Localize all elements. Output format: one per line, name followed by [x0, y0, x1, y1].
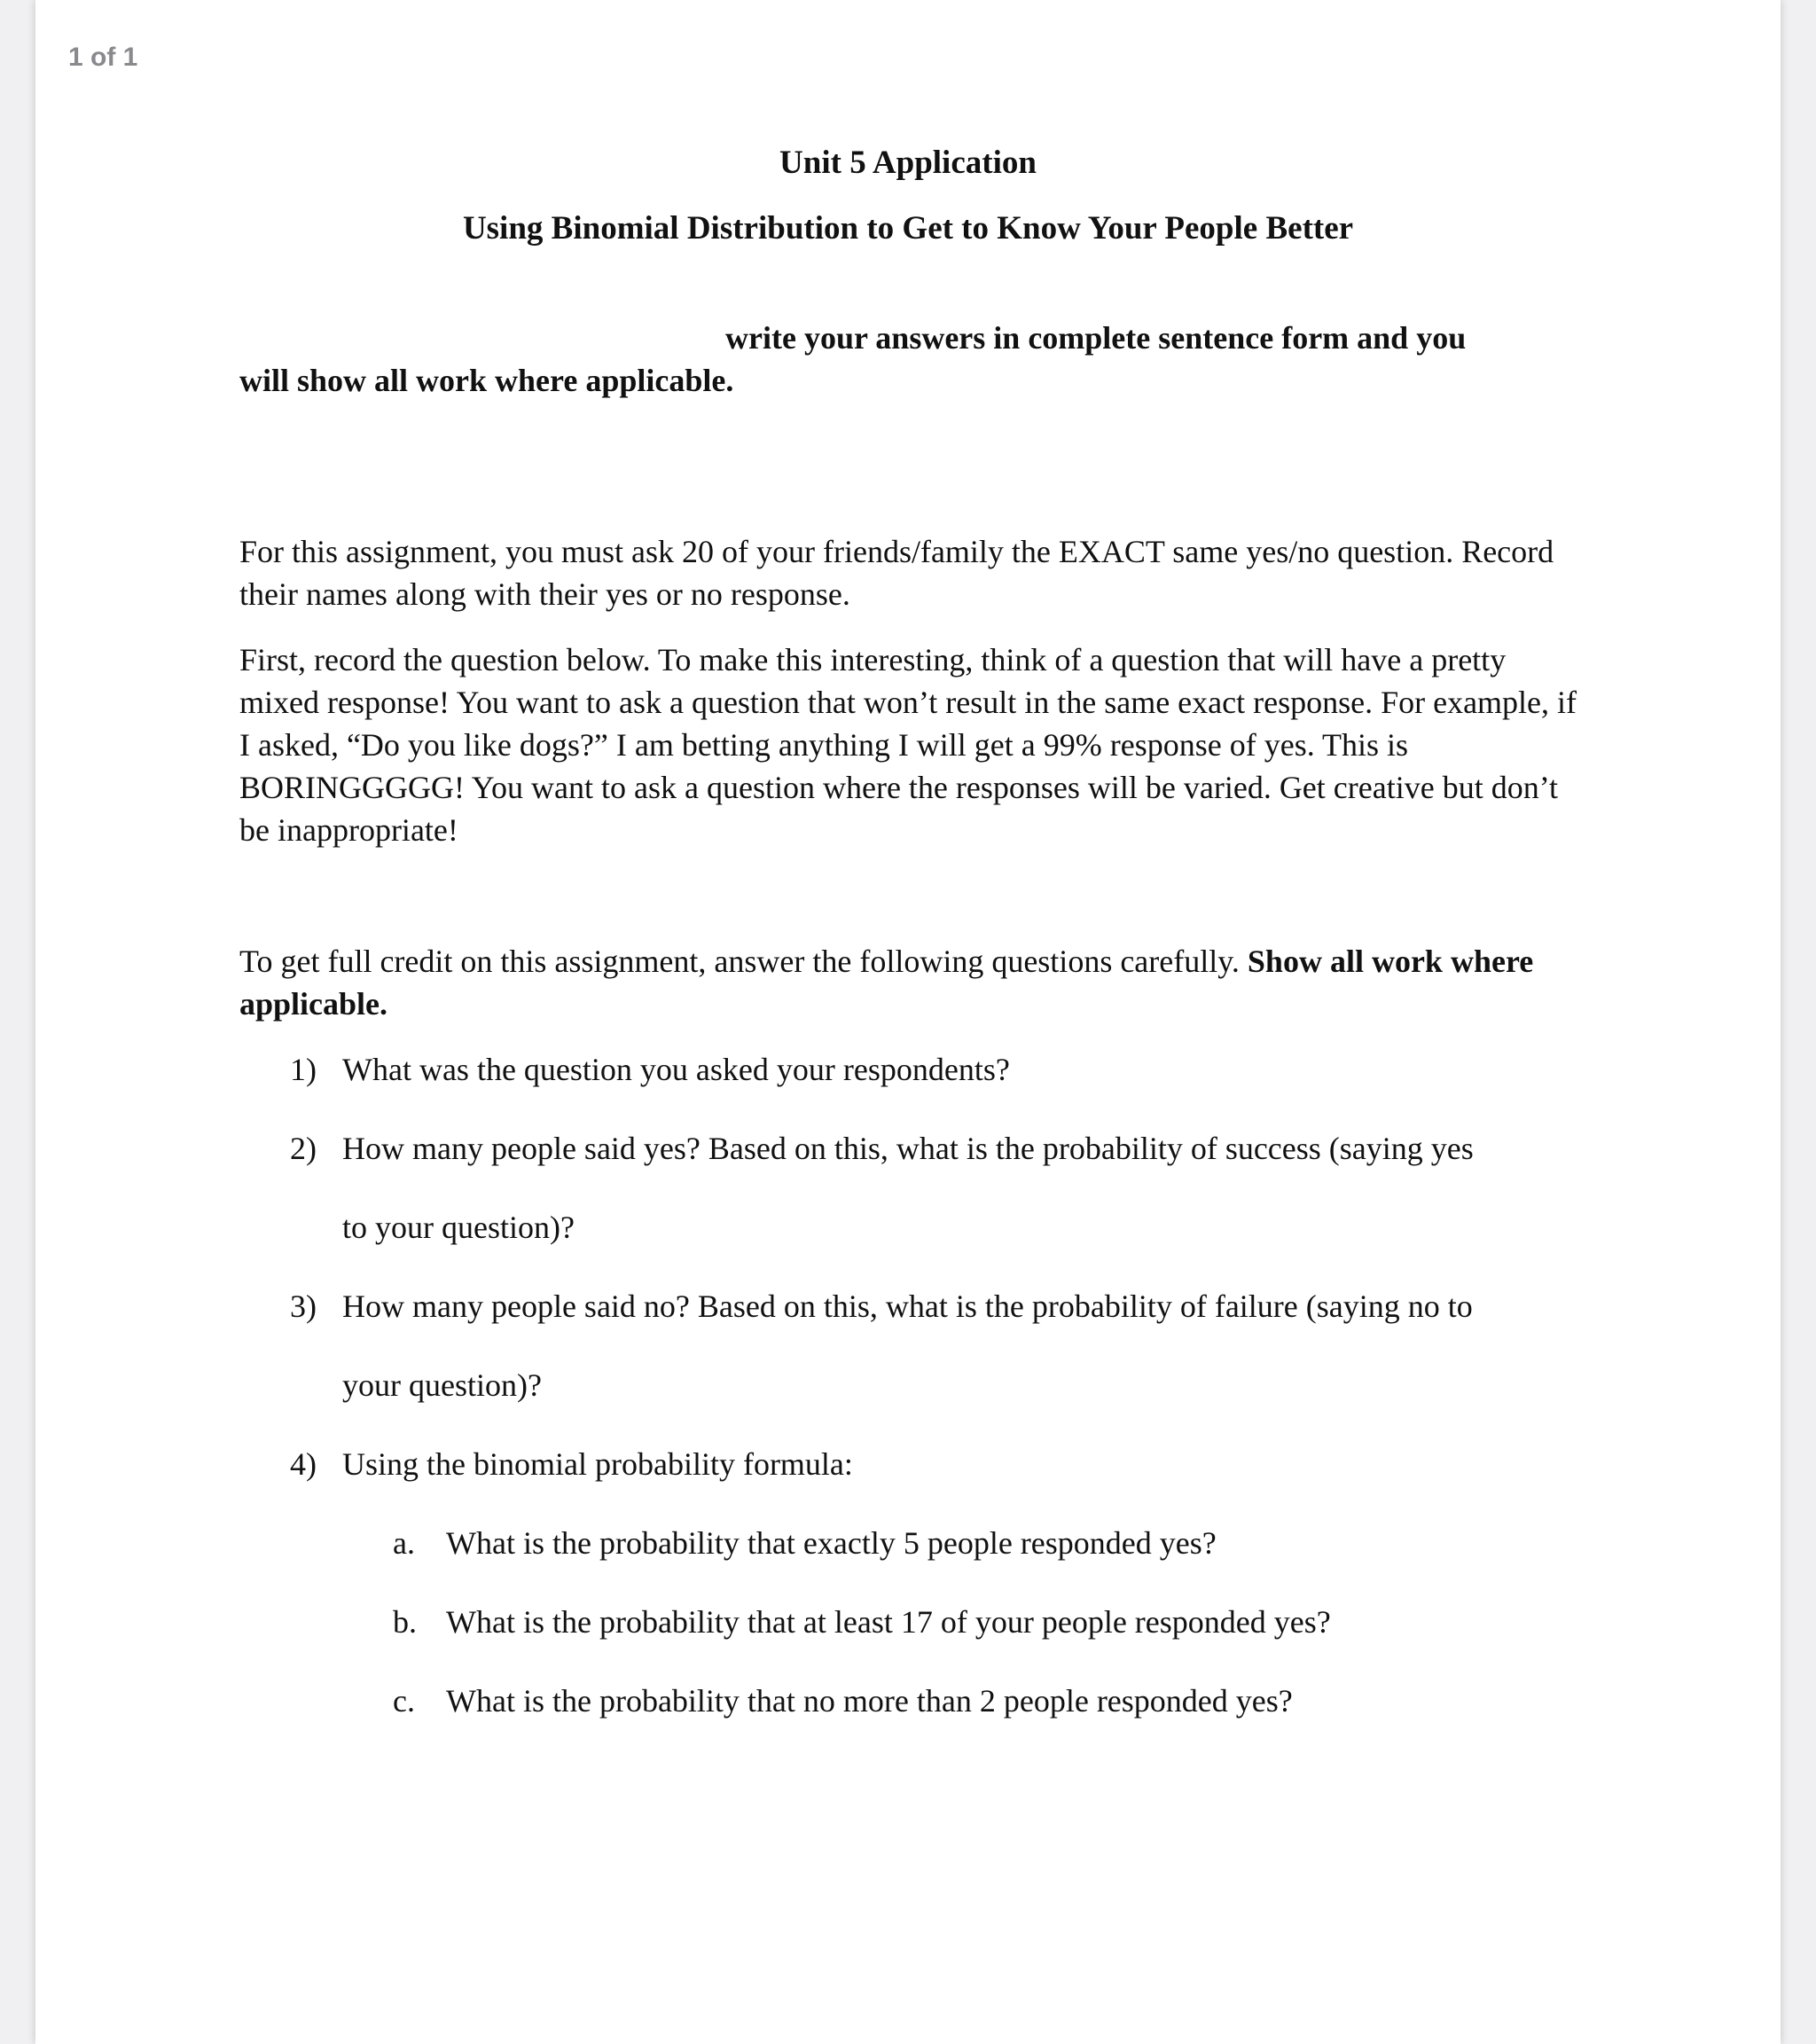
sub-question-text: What is the probability that no more than 2 people responded yes?	[446, 1683, 1293, 1719]
instruction-text	[239, 317, 1587, 402]
instruction-line-2: will show all work where applicable.	[239, 363, 734, 398]
question-text-continued: to your question)?	[342, 1210, 575, 1245]
sub-question-text: What is the probability that exactly 5 people responded yes?	[446, 1525, 1217, 1561]
sub-question-letter: b.	[393, 1604, 417, 1640]
full-credit-bold: Show all work where applicable.	[239, 944, 1534, 1022]
paragraph-full-credit	[239, 940, 1587, 1025]
paragraph-record-question: First, record the question below. To make this interesting, think of a question that will have a pretty mixed response! You want to ask a question that won’t result in the same exact response. For example, if I asked, “Do you like dogs?” I am betting anything I will get a 99% response of yes. This is BORINGGGGG! You want to ask a question where the responses will be varied. Get creative but don’t be inappropriate!	[239, 642, 1577, 848]
instruction-line-1: write your answers in complete sentence form and you	[725, 320, 1467, 356]
sub-question-text: What is the probability that at least 17 of your people responded yes?	[446, 1604, 1331, 1640]
question-number: 4)	[290, 1446, 317, 1482]
paragraph-assignment: For this assignment, you must ask 20 of your friends/family the EXACT same yes/no question. Record their names along with their yes or no response.	[239, 534, 1554, 612]
document-title: Unit 5 Application	[779, 145, 1037, 181]
sub-question-letter: a.	[393, 1525, 415, 1561]
question-number: 2)	[290, 1131, 317, 1166]
question-text: How many people said no? Based on this, what is the probability of failure (saying no to	[342, 1288, 1473, 1324]
full-credit-text: To get full credit on this assignment, answer the following questions carefully.	[239, 944, 1248, 979]
question-number: 1)	[290, 1052, 317, 1087]
question-text-continued: your question)?	[342, 1367, 542, 1403]
sub-question-letter: c.	[393, 1683, 415, 1719]
question-number: 3)	[290, 1288, 317, 1324]
document-subtitle: Using Binomial Distribution to Get to Know Your People Better	[462, 210, 1354, 247]
question-text: Using the binomial probability formula:	[342, 1446, 853, 1482]
page-indicator: 1 of 1	[68, 43, 138, 72]
question-text: How many people said yes? Based on this, what is the probability of success (saying yes	[342, 1131, 1474, 1166]
question-text: What was the question you asked your respondents?	[342, 1052, 1010, 1087]
